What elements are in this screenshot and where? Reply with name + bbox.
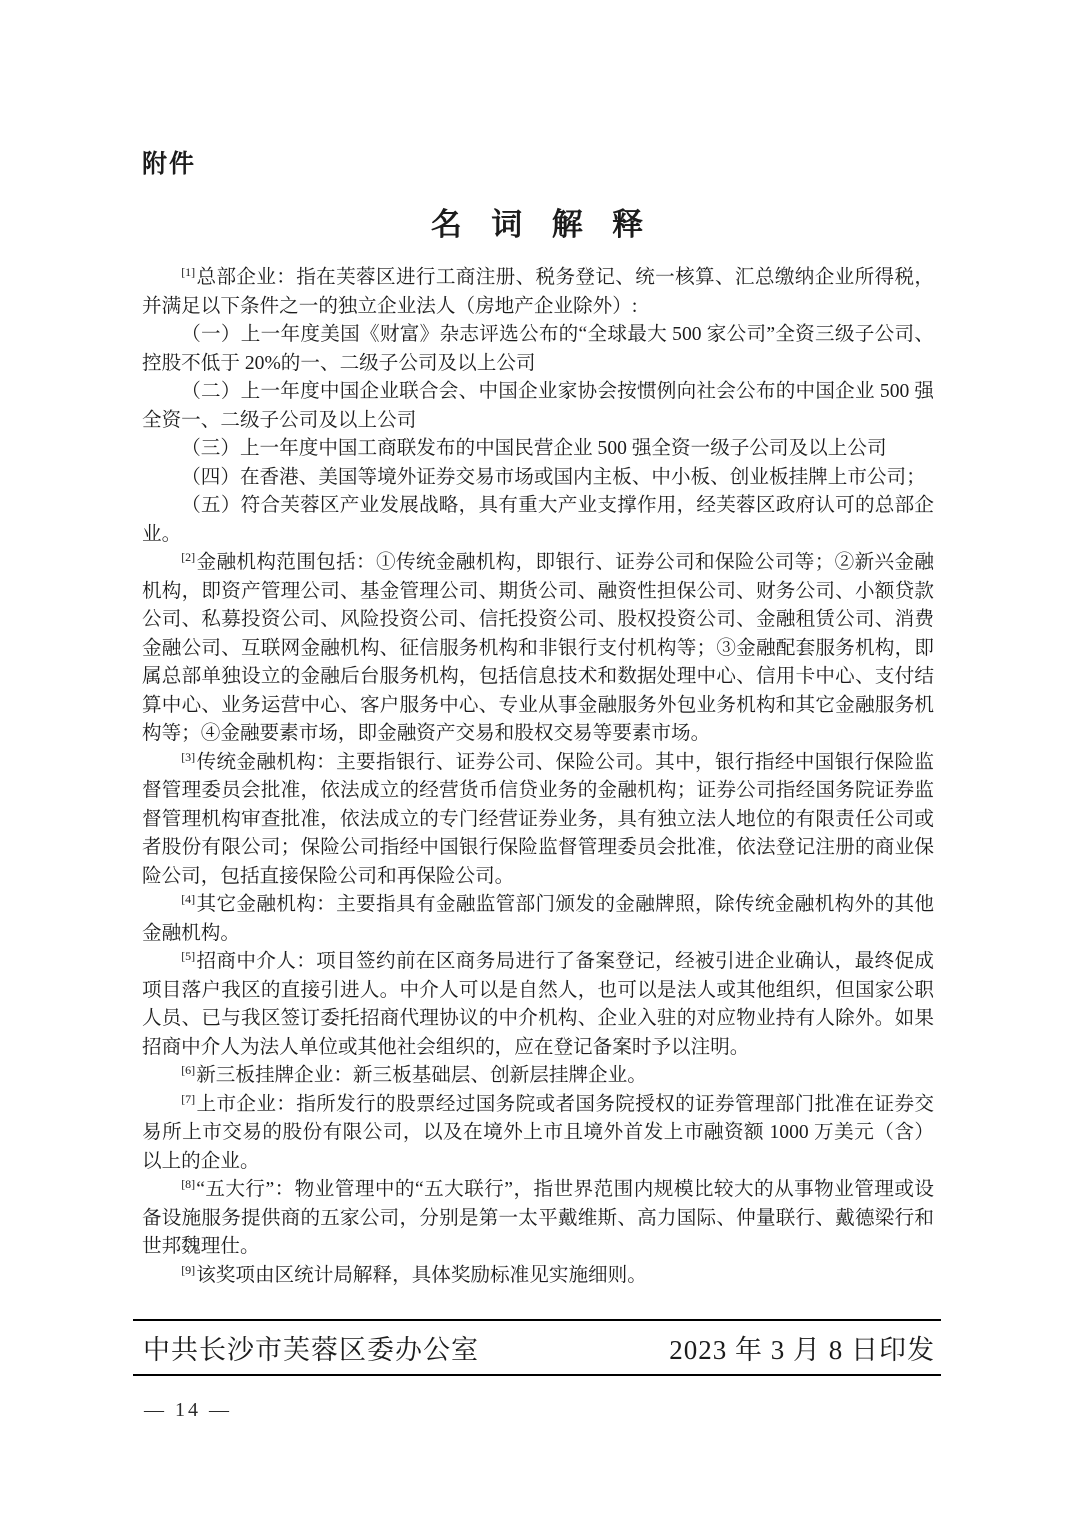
footnote-marker: [1] [181,265,196,279]
page-number: — 14 — [144,1399,232,1421]
paragraph-text: （五）符合芙蓉区产业发展战略，具有重大产业支撑作用，经芙蓉区政府认可的总部企业。 [142,495,934,545]
body-paragraph [142,321,934,378]
body-paragraph [142,1062,934,1091]
body-paragraph [142,749,934,892]
footnote-marker: [3] [181,749,196,764]
footnote-marker: [5] [181,949,196,963]
paragraph-text: 该奖项由区统计局解释，具体奖励标准见实施细则。 [196,1264,647,1286]
body-paragraph [142,264,934,321]
paragraph-text: （四）在香港、美国等境外证券交易市场或国内主板、中小板、创业板挂牌上市公司； [181,466,926,488]
footnote-marker: [8] [181,1177,196,1191]
paragraph-text: 总部企业：指在芙蓉区进行工商注册、税务登记、统一核算、汇总缴纳企业所得税，并满足以下条件之一的独立企业法人（房地产企业除外）: [142,267,934,317]
paragraph-text: （三）上一年度中国工商联发布的中国民营企业 500 强全资一级子公司及以上公司 [181,438,887,459]
paragraph-text: 招商中介人：项目签约前在区商务局进行了备案登记，经被引进企业确认，最终促成项目落户我区的直接引进人。中介人可以是自然人，也可以是法人或其他组织，但国家公职人员、已与我区签订委托招商代理协议的中介机构、企业入驻的对应物业持有人除外。如果招商中介人为法人单位或其他社会组织的，应在登记备案时予以注明。 [142,951,934,1058]
issuing-office: 中共长沙市芙蓉区委办公室 [143,1335,479,1365]
body-paragraph [142,435,934,464]
body-paragraph [142,549,934,749]
paragraph-text: （一）上一年度美国《财富》杂志评选公布的“全球最大 500 家公司”全资三级子公司、控股不低于 20%的一、二级子公司及以上公司 [142,324,934,374]
body-paragraph [142,492,934,549]
footnote-marker: [7] [181,1091,196,1106]
footnote-marker: [9] [181,1262,196,1277]
body-paragraph [142,948,934,1062]
body-paragraph [142,1262,934,1291]
paragraph-text: “五大行”：物业管理中的“五大联行”，指世界范围内规模比较大的从事物业管理或设备设施服务提供商的五家公司，分别是第一太平戴维斯、高力国际、仲量联行、戴德梁行和世邦魏理仕。 [142,1179,934,1257]
document-body [142,264,934,1290]
colophon [133,1319,941,1376]
body-paragraph [142,1091,934,1177]
footnote-marker: [6] [181,1063,196,1077]
paragraph-text: （二）上一年度中国企业联合会、中国企业家协会按惯例向社会公布的中国企业 500 强全资一、二级子公司及以上公司 [142,381,934,431]
attachment-label: 附件 [142,150,197,178]
paragraph-text: 上市企业：指所发行的股票经过国务院或者国务院授权的证券管理部门批准在证券交易所上市交易的股份有限公司，以及在境外上市且境外首发上市融资额 1000 万美元（含）以上的企业。 [142,1093,934,1172]
paragraph-text: 金融机构范围包括：①传统金融机构，即银行、证券公司和保险公司等；②新兴金融机构，即资产管理公司、基金管理公司、期货公司、融资性担保公司、财务公司、小额贷款公司、私募投资公司、风险投资公司、信托投资公司、股权投资公司、金融租赁公司、消费金融公司、互联网金融机构、征信服务机构和非银行支付机构等；③金融配套服务机构，即属总部单独设立的金融后台服务机构，包括信息技术和数据处理中心、信用卡中心、支付结算中心、业务运营中心、客户服务中心、专业从事金融服务外包业务机构和其它金融服务机构等；④金融要素市场，即金融资产交易和股权交易等要素市场。 [142,552,934,744]
footnote-marker: [4] [181,892,196,906]
paragraph-text: 新三板挂牌企业：新三板基础层、创新层挂牌企业。 [196,1065,647,1086]
page-title: 名词解释 [430,207,673,242]
print-date: 2023 年 3 月 8 日印发 [669,1335,935,1365]
body-paragraph [142,464,934,493]
footnote-marker: [2] [181,550,196,564]
body-paragraph [142,1176,934,1262]
body-paragraph [142,891,934,948]
body-paragraph [142,378,934,435]
paragraph-text: 其它金融机构：主要指具有金融监管部门颁发的金融牌照，除传统金融机构外的其他金融机构。 [142,894,934,944]
paragraph-text: 传统金融机构：主要指银行、证券公司、保险公司。其中，银行指经中国银行保险监督管理委员会批准，依法成立的经营货币信贷业务的金融机构；证券公司指经国务院证券监督管理机构审查批准，依法成立的专门经营证券业务，具有独立法人地位的有限责任公司或者股份有限公司；保险公司指经中国银行保险监督管理委员会批准，依法登记注册的商业保险公司，包括直接保险公司和再保险公司。 [142,751,934,887]
